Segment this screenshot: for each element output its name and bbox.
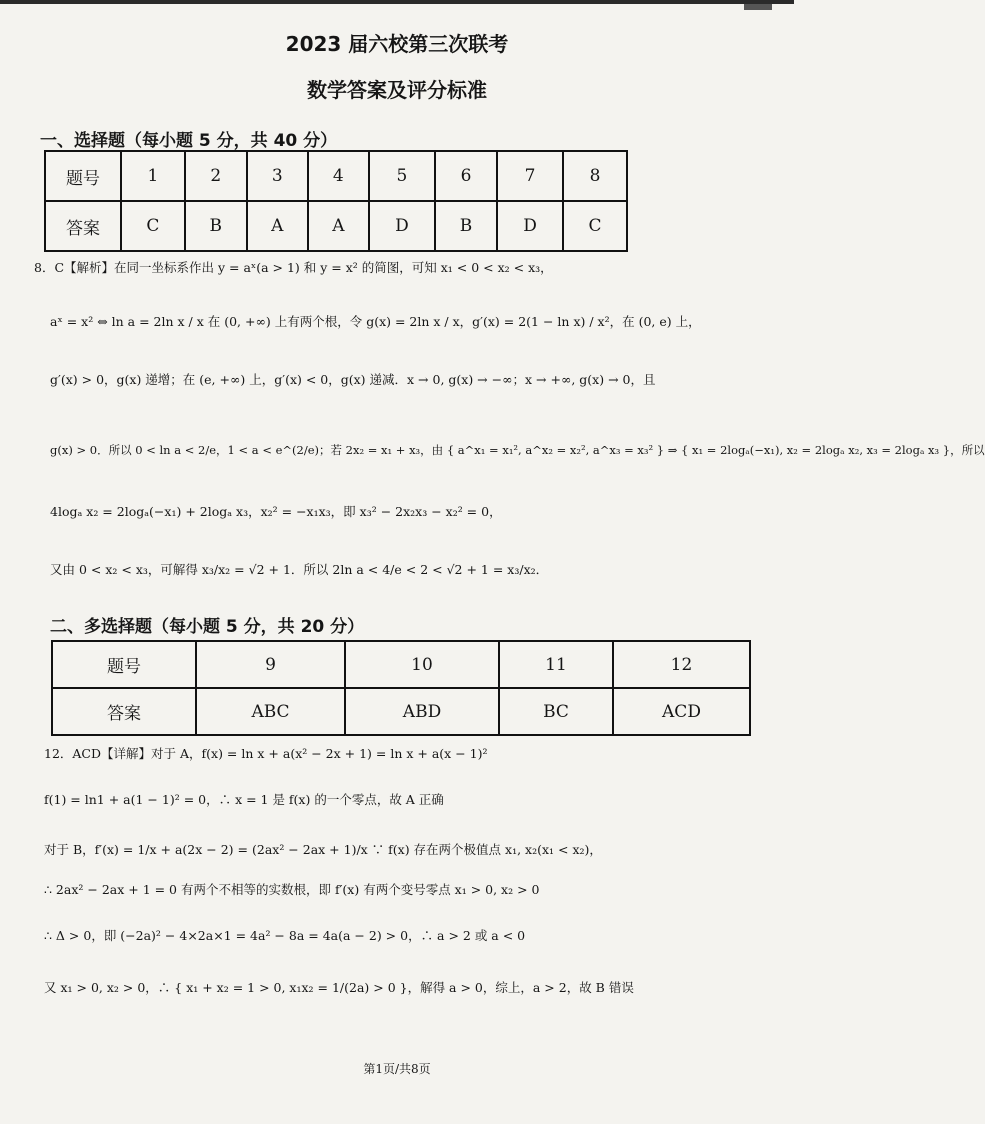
q12-line-1: 12．ACD【详解】对于 A，f(x) = ln x + a(x² − 2x + 1) = ln x + a(x − 1)² (44, 746, 488, 761)
answer-cell: B (435, 201, 497, 251)
question-number: 7 (497, 151, 563, 201)
section1-heading: 一、选择题（每小题 5 分，共 40 分） (40, 131, 338, 151)
answer-cell: A (308, 201, 369, 251)
q8-line-1: 8．C【解析】在同一坐标系作出 y = aˣ(a > 1) 和 y = x² 的简图，可知 x₁ < 0 < x₂ < x₃， (34, 260, 553, 275)
question-number: 9 (196, 641, 345, 688)
section2-answer-table (51, 640, 751, 736)
q8-line-2: aˣ = x² ⇔ ln a = 2ln x / x 在 (0, +∞) 上有两个根，令 g(x) = 2ln x / x，g′(x) = 2(1 − ln x) / x²，在 (0, e) 上， (50, 314, 701, 329)
question-number: 8 (563, 151, 627, 201)
answer-cell: C (121, 201, 185, 251)
answer-cell: ABC (196, 688, 345, 735)
q12-line-3: 对于 B，f′(x) = 1/x + a(2x − 2) = (2ax² − 2ax + 1)/x ∵ f(x) 存在两个极值点 x₁, x₂(x₁ < x₂)， (44, 842, 602, 857)
q12-line-2: f(1) = ln1 + a(1 − 1)² = 0，∴ x = 1 是 f(x) 的一个零点，故 A 正确 (44, 792, 444, 807)
table-row (52, 688, 750, 735)
question-number: 3 (247, 151, 308, 201)
scan-edge (0, 0, 794, 4)
q8-line-4: g(x) > 0．所以 0 < ln a < 2/e，1 < a < e^(2/e)；若 2x₂ = x₁ + x₃，由 { a^x₁ = x₁², a^x₂ = x₂², a^x₃ = x₃² } ⇒ { x₁ = 2logₐ(−x₁), x₂ = 2logₐ x₂, x₃ = 2logₐ x₃ }，所以 (50, 443, 985, 457)
table-row (52, 641, 750, 688)
question-number: 11 (499, 641, 613, 688)
question-number: 12 (613, 641, 750, 688)
table-row (45, 151, 627, 201)
question-number: 10 (345, 641, 499, 688)
row-label-question: 题号 (45, 151, 121, 201)
q12-line-5: ∴ Δ > 0，即 (−2a)² − 4×2a×1 = 4a² − 8a = 4a(a − 2) > 0，∴ a > 2 或 a < 0 (44, 928, 526, 943)
answer-cell: ACD (613, 688, 750, 735)
section1-answer-table (44, 150, 628, 252)
q8-line-6: 又由 0 < x₂ < x₃，可解得 x₃/x₂ = √2 + 1．所以 2ln a < 4/e < 2 < √2 + 1 = x₃/x₂． (50, 562, 549, 577)
answer-cell: C (563, 201, 627, 251)
q8-line-5: 4logₐ x₂ = 2logₐ(−x₁) + 2logₐ x₃，x₂² = −x₁x₃，即 x₃² − 2x₂x₃ − x₂² = 0， (50, 504, 502, 519)
q12-line-6: 又 x₁ > 0, x₂ > 0，∴ { x₁ + x₂ = 1 > 0, x₁x₂ = 1/(2a) > 0 }，解得 a > 0，综上，a > 2，故 B 错误 (44, 980, 634, 995)
question-number: 4 (308, 151, 369, 201)
row-label-answer: 答案 (52, 688, 196, 735)
page-footer: 第1页/共8页 (363, 1062, 431, 1076)
answer-cell: D (497, 201, 563, 251)
answer-cell: ABD (345, 688, 499, 735)
table-row (45, 201, 627, 251)
q8-line-3: g′(x) > 0，g(x) 递增；在 (e, +∞) 上，g′(x) < 0，g(x) 递减．x → 0, g(x) → −∞；x → +∞, g(x) → 0，且 (50, 372, 656, 387)
answer-cell: B (185, 201, 247, 251)
exam-subtitle: 数学答案及评分标准 (307, 78, 487, 102)
row-label-question: 题号 (52, 641, 196, 688)
exam-title: 2023 届六校第三次联考 (285, 32, 509, 56)
answer-cell: BC (499, 688, 613, 735)
row-label-answer: 答案 (45, 201, 121, 251)
answer-cell: A (247, 201, 308, 251)
scan-mark (744, 4, 772, 10)
q12-line-4: ∴ 2ax² − 2ax + 1 = 0 有两个不相等的实数根，即 f′(x) 有两个变号零点 x₁ > 0, x₂ > 0 (44, 882, 540, 897)
answer-cell: D (369, 201, 435, 251)
section2-heading: 二、多选择题（每小题 5 分，共 20 分） (50, 617, 365, 637)
question-number: 6 (435, 151, 497, 201)
question-number: 5 (369, 151, 435, 201)
question-number: 1 (121, 151, 185, 201)
question-number: 2 (185, 151, 247, 201)
